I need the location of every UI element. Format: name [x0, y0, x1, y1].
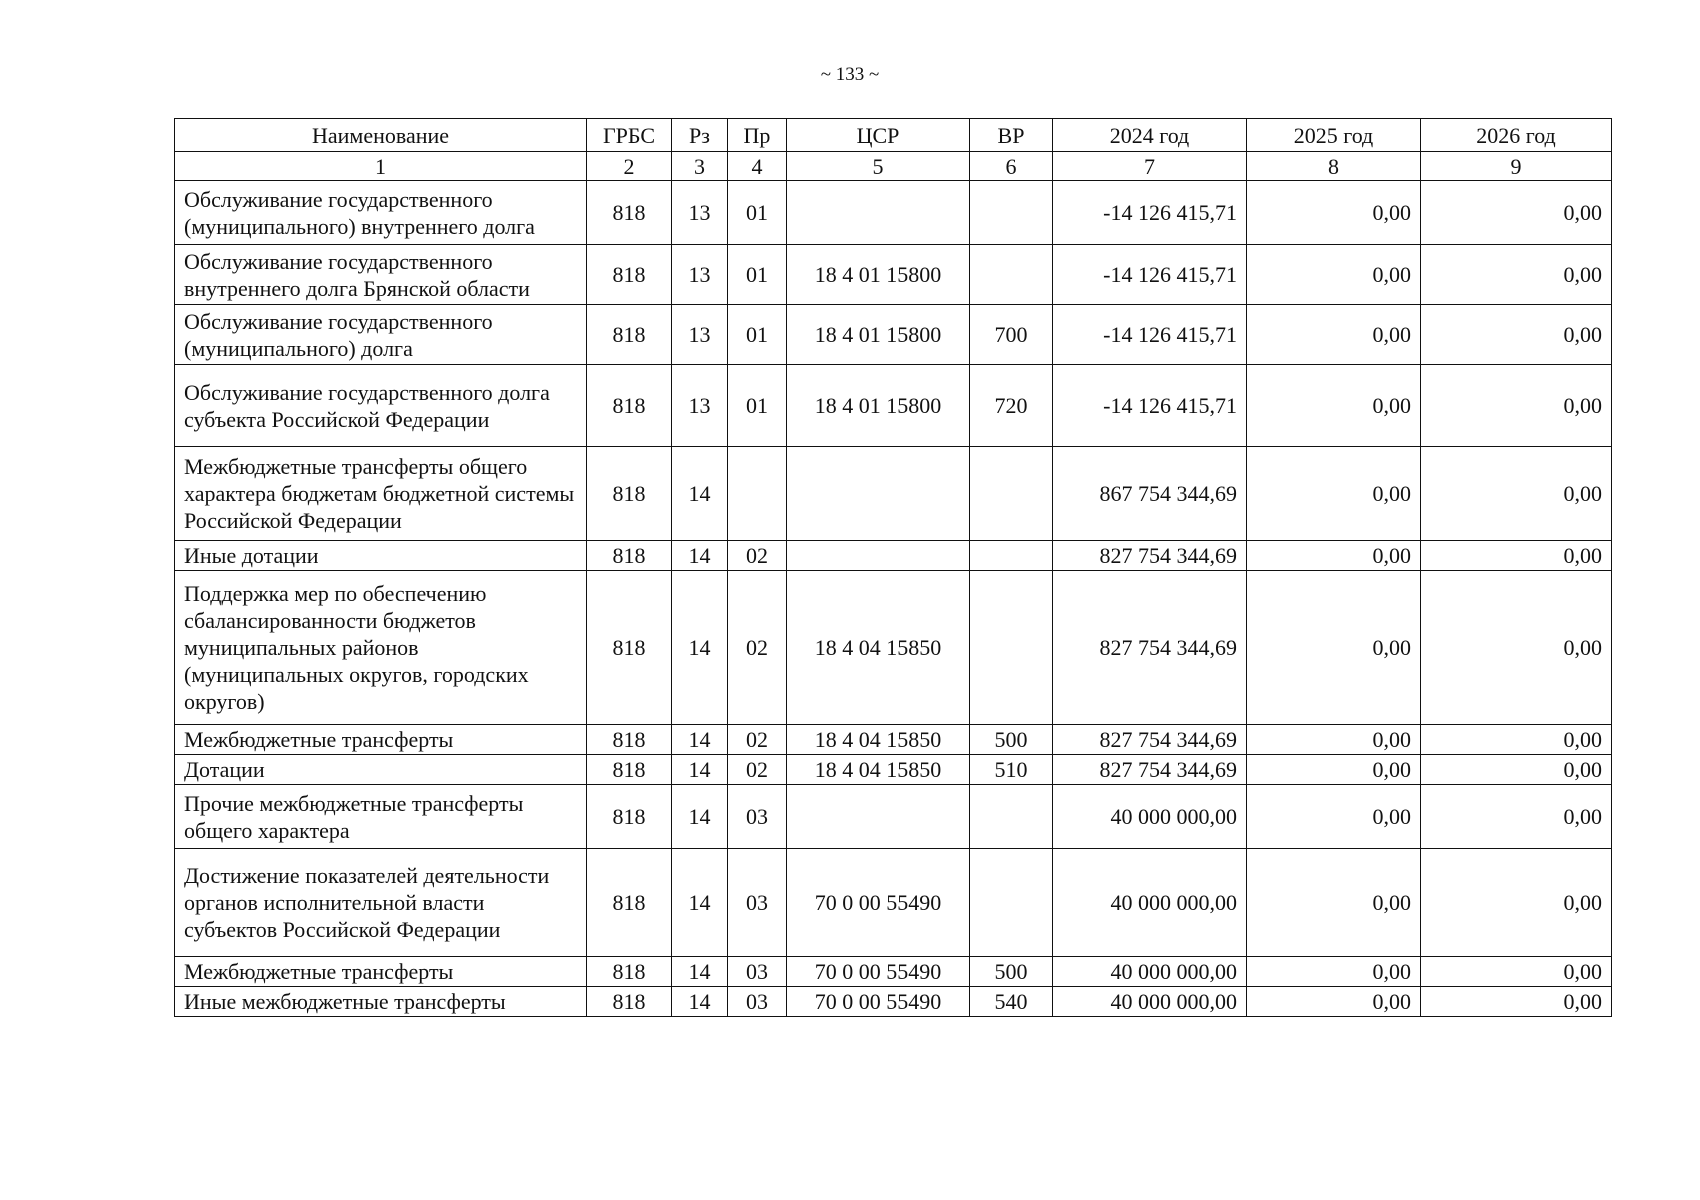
cell-2026: 0,00 — [1421, 541, 1612, 571]
cell-2024: 827 754 344,69 — [1053, 755, 1247, 785]
header-2025: 2025 год — [1247, 119, 1421, 152]
cell-2025: 0,00 — [1247, 245, 1421, 305]
header-row — [175, 119, 1612, 152]
cell-grbs: 818 — [587, 785, 672, 849]
column-number: 5 — [787, 152, 970, 181]
cell-rz: 14 — [672, 755, 728, 785]
header-vr: ВР — [970, 119, 1053, 152]
table-body — [175, 152, 1612, 1017]
column-number: 4 — [728, 152, 787, 181]
cell-vr — [970, 785, 1053, 849]
cell-2026: 0,00 — [1421, 245, 1612, 305]
cell-vr — [970, 245, 1053, 305]
cell-2026: 0,00 — [1421, 987, 1612, 1017]
table-header — [175, 119, 1612, 152]
cell-csr — [787, 785, 970, 849]
row-name: Обслуживание государственного внутреннего долга Брянской области — [175, 245, 587, 305]
cell-csr — [787, 447, 970, 541]
cell-rz: 14 — [672, 571, 728, 725]
cell-2024: -14 126 415,71 — [1053, 365, 1247, 447]
cell-pr: 03 — [728, 785, 787, 849]
cell-csr — [787, 541, 970, 571]
header-pr: Пр — [728, 119, 787, 152]
cell-grbs: 818 — [587, 755, 672, 785]
cell-vr: 720 — [970, 365, 1053, 447]
cell-grbs: 818 — [587, 849, 672, 957]
page-number: ~ 133 ~ — [820, 64, 880, 85]
table-row — [175, 365, 1612, 447]
cell-pr: 01 — [728, 245, 787, 305]
cell-rz: 13 — [672, 305, 728, 365]
column-number: 7 — [1053, 152, 1247, 181]
cell-pr: 01 — [728, 305, 787, 365]
cell-vr: 540 — [970, 987, 1053, 1017]
cell-2025: 0,00 — [1247, 541, 1421, 571]
column-number: 9 — [1421, 152, 1612, 181]
cell-2025: 0,00 — [1247, 957, 1421, 987]
column-number-row — [175, 152, 1612, 181]
cell-rz: 14 — [672, 849, 728, 957]
cell-vr — [970, 181, 1053, 245]
cell-2026: 0,00 — [1421, 725, 1612, 755]
cell-csr: 18 4 01 15800 — [787, 365, 970, 447]
cell-2024: -14 126 415,71 — [1053, 181, 1247, 245]
cell-vr: 500 — [970, 957, 1053, 987]
row-name: Межбюджетные трансферты — [175, 725, 587, 755]
cell-rz: 14 — [672, 987, 728, 1017]
row-name: Достижение показателей деятельности органов исполнительной власти субъектов Российской Федерации — [175, 849, 587, 957]
table-row — [175, 541, 1612, 571]
cell-rz: 13 — [672, 181, 728, 245]
row-name: Иные межбюджетные трансферты — [175, 987, 587, 1017]
cell-2026: 0,00 — [1421, 447, 1612, 541]
cell-vr: 500 — [970, 725, 1053, 755]
table-row — [175, 305, 1612, 365]
cell-rz: 13 — [672, 365, 728, 447]
cell-vr: 510 — [970, 755, 1053, 785]
cell-2024: 867 754 344,69 — [1053, 447, 1247, 541]
column-number: 2 — [587, 152, 672, 181]
column-number: 3 — [672, 152, 728, 181]
cell-2024: 827 754 344,69 — [1053, 571, 1247, 725]
cell-2026: 0,00 — [1421, 957, 1612, 987]
cell-pr: 02 — [728, 725, 787, 755]
table-row — [175, 725, 1612, 755]
cell-pr: 03 — [728, 987, 787, 1017]
cell-csr: 18 4 04 15850 — [787, 755, 970, 785]
header-name: Наименование — [175, 119, 587, 152]
table-row — [175, 755, 1612, 785]
cell-2025: 0,00 — [1247, 987, 1421, 1017]
cell-pr: 01 — [728, 365, 787, 447]
cell-csr: 18 4 01 15800 — [787, 305, 970, 365]
cell-2024: 40 000 000,00 — [1053, 785, 1247, 849]
header-grbs: ГРБС — [587, 119, 672, 152]
cell-grbs: 818 — [587, 725, 672, 755]
cell-rz: 14 — [672, 447, 728, 541]
table-row — [175, 245, 1612, 305]
cell-pr: 03 — [728, 849, 787, 957]
cell-grbs: 818 — [587, 181, 672, 245]
cell-csr: 70 0 00 55490 — [787, 957, 970, 987]
cell-2024: 40 000 000,00 — [1053, 957, 1247, 987]
cell-csr: 18 4 04 15850 — [787, 725, 970, 755]
cell-pr: 03 — [728, 957, 787, 987]
cell-2026: 0,00 — [1421, 571, 1612, 725]
table-row — [175, 957, 1612, 987]
cell-2024: 827 754 344,69 — [1053, 541, 1247, 571]
cell-pr: 02 — [728, 571, 787, 725]
cell-rz: 13 — [672, 245, 728, 305]
row-name: Обслуживание государственного долга субъекта Российской Федерации — [175, 365, 587, 447]
cell-2024: 40 000 000,00 — [1053, 849, 1247, 957]
row-name: Прочие межбюджетные трансферты общего характера — [175, 785, 587, 849]
cell-2024: -14 126 415,71 — [1053, 305, 1247, 365]
column-number: 8 — [1247, 152, 1421, 181]
cell-2025: 0,00 — [1247, 785, 1421, 849]
cell-csr: 18 4 01 15800 — [787, 245, 970, 305]
cell-pr: 02 — [728, 755, 787, 785]
cell-2025: 0,00 — [1247, 181, 1421, 245]
table-row — [175, 849, 1612, 957]
cell-pr: 01 — [728, 181, 787, 245]
row-name: Поддержка мер по обеспечению сбалансированности бюджетов муниципальных районов (муниципальных округов, городских округов) — [175, 571, 587, 725]
cell-2024: 40 000 000,00 — [1053, 987, 1247, 1017]
row-name: Межбюджетные трансферты общего характера бюджетам бюджетной системы Российской Федерации — [175, 447, 587, 541]
cell-vr: 700 — [970, 305, 1053, 365]
cell-rz: 14 — [672, 957, 728, 987]
cell-pr: 02 — [728, 541, 787, 571]
cell-vr — [970, 541, 1053, 571]
cell-grbs: 818 — [587, 365, 672, 447]
table-row — [175, 571, 1612, 725]
header-rz: Рз — [672, 119, 728, 152]
table-row — [175, 785, 1612, 849]
table-row — [175, 987, 1612, 1017]
cell-vr — [970, 571, 1053, 725]
cell-grbs: 818 — [587, 305, 672, 365]
header-csr: ЦСР — [787, 119, 970, 152]
row-name: Межбюджетные трансферты — [175, 957, 587, 987]
cell-csr — [787, 181, 970, 245]
cell-vr — [970, 447, 1053, 541]
cell-2025: 0,00 — [1247, 447, 1421, 541]
cell-2025: 0,00 — [1247, 365, 1421, 447]
cell-grbs: 818 — [587, 541, 672, 571]
cell-2026: 0,00 — [1421, 849, 1612, 957]
header-2024: 2024 год — [1053, 119, 1247, 152]
row-name: Обслуживание государственного (муниципального) внутреннего долга — [175, 181, 587, 245]
cell-csr: 70 0 00 55490 — [787, 849, 970, 957]
cell-rz: 14 — [672, 785, 728, 849]
cell-2025: 0,00 — [1247, 849, 1421, 957]
cell-2025: 0,00 — [1247, 305, 1421, 365]
cell-2026: 0,00 — [1421, 755, 1612, 785]
table-row — [175, 447, 1612, 541]
row-name: Иные дотации — [175, 541, 587, 571]
cell-grbs: 818 — [587, 245, 672, 305]
cell-2026: 0,00 — [1421, 365, 1612, 447]
cell-rz: 14 — [672, 541, 728, 571]
cell-grbs: 818 — [587, 987, 672, 1017]
cell-grbs: 818 — [587, 447, 672, 541]
table-row — [175, 181, 1612, 245]
cell-2026: 0,00 — [1421, 305, 1612, 365]
budget-table — [174, 118, 1612, 1017]
cell-grbs: 818 — [587, 957, 672, 987]
cell-grbs: 818 — [587, 571, 672, 725]
cell-2025: 0,00 — [1247, 725, 1421, 755]
cell-rz: 14 — [672, 725, 728, 755]
cell-csr: 70 0 00 55490 — [787, 987, 970, 1017]
column-number: 6 — [970, 152, 1053, 181]
cell-2026: 0,00 — [1421, 181, 1612, 245]
cell-2025: 0,00 — [1247, 571, 1421, 725]
cell-2024: 827 754 344,69 — [1053, 725, 1247, 755]
cell-2024: -14 126 415,71 — [1053, 245, 1247, 305]
row-name: Дотации — [175, 755, 587, 785]
cell-vr — [970, 849, 1053, 957]
cell-csr: 18 4 04 15850 — [787, 571, 970, 725]
header-2026: 2026 год — [1421, 119, 1612, 152]
row-name: Обслуживание государственного (муниципального) долга — [175, 305, 587, 365]
cell-2026: 0,00 — [1421, 785, 1612, 849]
cell-2025: 0,00 — [1247, 755, 1421, 785]
cell-pr — [728, 447, 787, 541]
column-number: 1 — [175, 152, 587, 181]
